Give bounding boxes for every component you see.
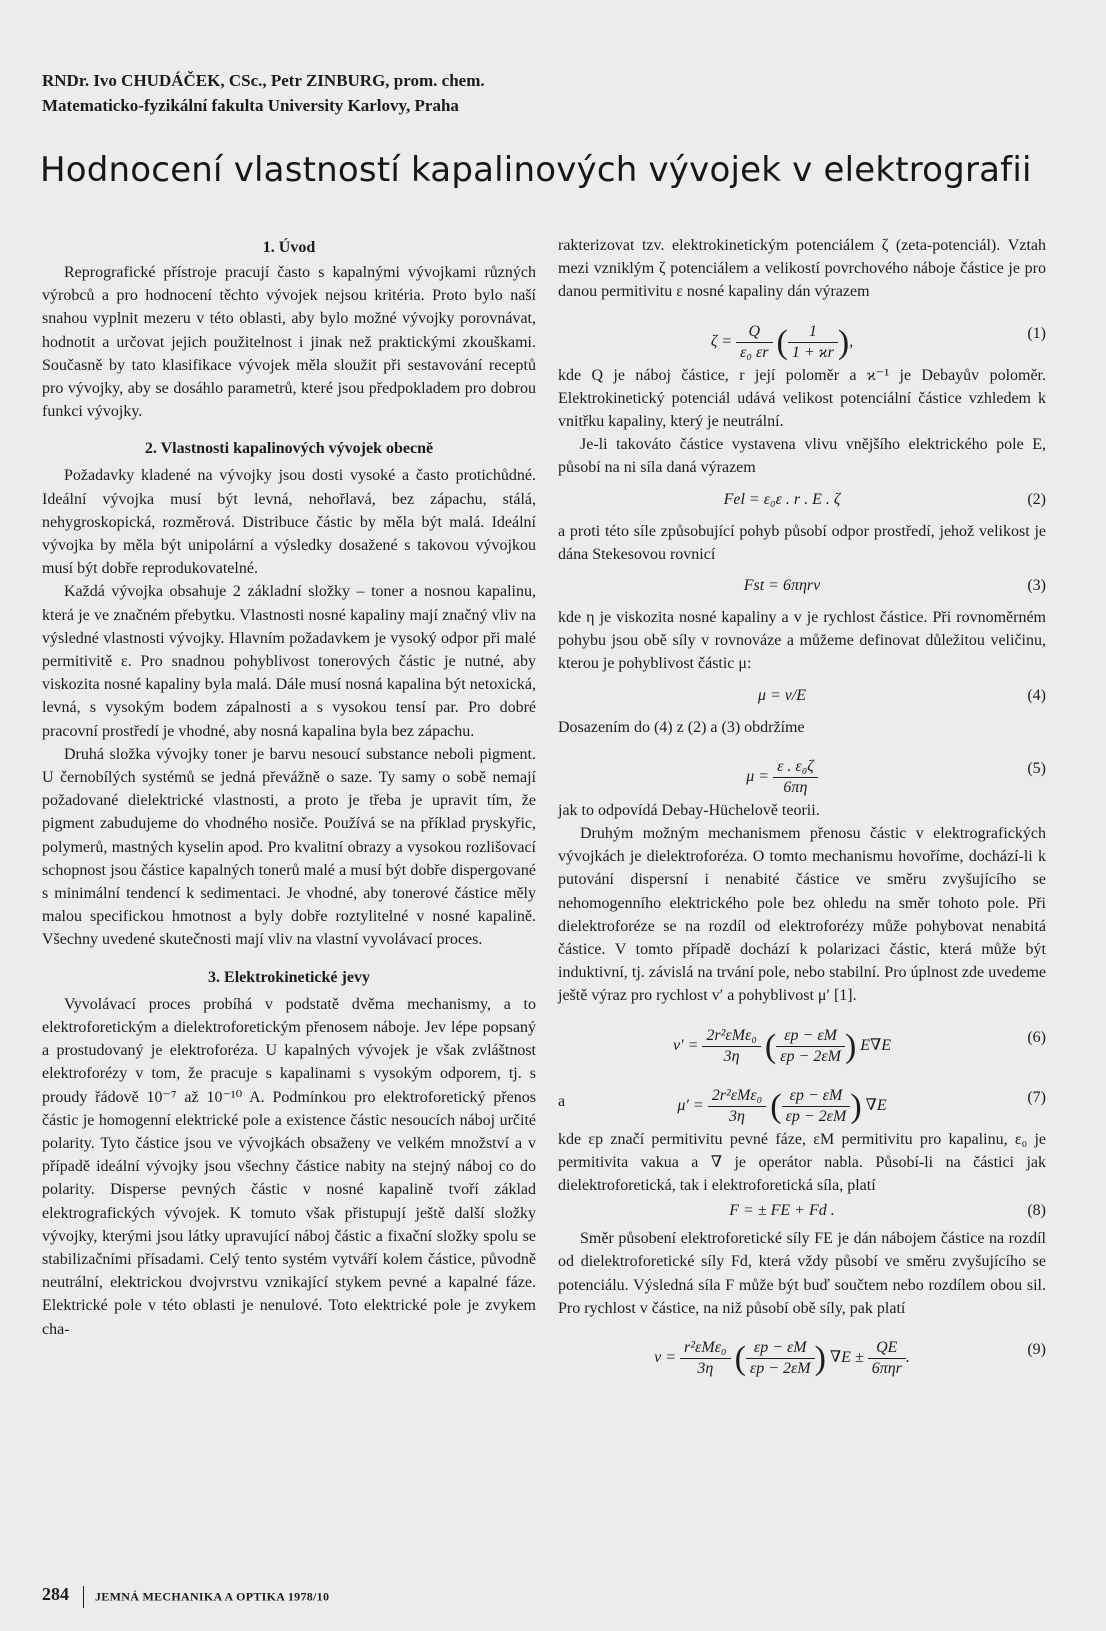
equation-number: (5) (1027, 759, 1046, 777)
paragraph: kde Q je náboj částice, r její poloměr a ϰ⁻¹ je Debayův poloměr. Elektrokinetický potenciál udává velikost potenciální částice vzhledem k vnitřku kapaliny, který je neutrální. (558, 366, 1046, 431)
equation-6: v′ = $\frac{\text{2r²εMε₀}}{3\eta}$ ( $\frac{\varepsilon p - \varepsilon M}{\varepsilon p - 2\varepsilon M}$ ) E∇E (6) (672, 1026, 1046, 1065)
left-column (42, 236, 536, 1341)
page-number: 284 (42, 1584, 69, 1604)
equation-8: F = ± FE + Fd . (8) (558, 1197, 1046, 1227)
paragraph: a proti této síle způsobující pohyb působí odpor prostředí, jehož velikost je dána Stekesovou rovnicí (558, 522, 1046, 563)
equation-number: (8) (1027, 1202, 1046, 1220)
authors-line: RNDr. Ivo CHUDÁČEK, CSc., Petr ZINBURG, prom. chem. (42, 71, 485, 90)
paragraph: rakterizovat tzv. elektrokinetickým potenciálem ζ (zeta-potenciál). Vztah mezi vzniklým ζ potenciálem a velikostí povrchového náboje částice je pro danou permitivitu ε nosné kapaliny dán výrazem (558, 237, 1046, 301)
affiliation-line: Matematicko-fyzikální fakulta University Karlovy, Praha (42, 96, 459, 115)
paragraph: Je-li takováto částice vystavena vlivu vnějšího elektrického pole E, působí na ni síla daná výrazem (558, 436, 1046, 477)
paragraph: kde η je viskozita nosné kapaliny a v je rychlost částice. Při rovnoměrném pohybu jsou obě síly v rovnováze a můžeme definovat důležitou veličinu, kterou je pohyblivost částic μ: (558, 609, 1046, 673)
article-title: Hodnocení vlastností kapalinových vývojek v elektrografii (40, 150, 1032, 190)
paragraph: Každá vývojka obsahuje 2 základní složky – toner a nosnou kapalinu, která je ve značném přebytku. Vlastnosti nosné kapaliny mají značný vliv na výsledné vlastnosti vývojky. Hlavním požadavkem je vysoký odpor při malé permitivitě ε. Pro snadnou pohyblivost tonerových částic je nutné, aby viskozita nosné kapaliny byla malá. Dále musí nosná kapalina být netoxická, levná, s vysokým bodem zápalnosti a s vysokou tensí par. Pro dobré pracovní prostředí je vhodné, aby nosná kapalina byla bez zápachu. (42, 583, 536, 740)
paragraph: Druhým možným mechanismem přenosu částic v elektrografických vývojkách je dielektroforéza. O tomto mechanismu hovoříme, dochází-li k putování dispersní i nenabité částice ve směru zvyšujícího se nehomogenního elektrického pole bez ohledu na směr tohoto pole. Při dielektroforéze se na rozdíl od elektroforézy může pohybovat nenabitá částice. V tomto případě dochází k polarizaci částic, která může být induktivní, tj. závislá na trvání pole, nebo stabilní. Pro úplnost zde uvedeme ještě výraz pro rychlost v′ a pohyblivost μ′ [1]. (558, 825, 1046, 1005)
section-heading-properties: 2. Vlastnosti kapalinových vývojek obecně (144, 440, 434, 458)
equation-number: (4) (1027, 686, 1046, 704)
equation-number: (6) (1027, 1028, 1046, 1046)
journal-name: JEMNÁ MECHANIKA A OPTIKA 1978/10 (95, 1589, 330, 1604)
article-authors (42, 68, 1042, 118)
paragraph: Požadavky kladené na vývojky jsou dosti vysoké a často protichůdné. Ideální vývojka musí být levná, nehořlavá, bez zápachu, stálá, nehygroskopická, rozměrová. Distribuce částic by měla být malá. Ideální vývojka by měla být unipolární a výsledky dosažené s takovou vývojkou musí být dobře reprodukovatelné. (42, 467, 536, 578)
equation-7: a μ′ = $\frac{\text{2r²εMε₀}}{3\eta}$ ( $\frac{\varepsilon p - \varepsilon M}{\varepsilon p - 2\varepsilon M}$ ) ∇E (7) (558, 1086, 1046, 1125)
equation-5: μ = $\frac{\text{ε . ε₀ζ}}{6\pi\eta}$ (5) (746, 757, 1046, 796)
paragraph: Druhá složka vývojky toner je barvu nesoucí substance neboli pigment. U černobílých systémů se jedná převážně o saze. Ty samy o sobě nemají požadované dielektrické vlastnosti, a proto je třeba je upravit tím, že pigment zabudujeme do vhodného nosiče. Používá se na příklad pryskyřic, polymerů, mastných kyselin apod. Pro kvalitní obrazy a vysokou rozlišovací schopnost jsou částice kapalných tonerů malé a musí být dobře dispergované s minimální tendencí k sedimentaci. Je vhodné, aby tonerové částice měly malou specifickou hmotnost a byly dobře roztylitelné v nosné kapalině. Všechny uvedené skutečnosti mají vliv na vlastní vyvolávací proces. (42, 745, 536, 949)
equation-4: μ = v/E (4) (558, 676, 1046, 716)
paragraph: Směr působení elektroforetické síly FE je dán nábojem částice na rozdíl od dielektroforetické síly Fd, která vždy působí ve směru zvyšujícího se potenciálu. Výsledná síla F může být buď součtem nebo rozdílem obou sil. Pro rychlost v částice, na niž působí obě síly, pak platí (558, 1230, 1046, 1317)
paragraph: Dosazením do (4) z (2) a (3) obdržíme (558, 718, 805, 736)
paragraph: jak to odpovídá Debay-Hüchelově teorii. (558, 801, 820, 819)
section-heading-intro: 1. Úvod (262, 239, 316, 256)
equation-number: (1) (1027, 324, 1046, 342)
equation-number: (2) (1027, 490, 1046, 508)
equation-3: Fst = 6πηrv (3) (558, 566, 1046, 606)
equation-9: v = $\frac{\text{r²εMε₀}}{3\eta}$ ( $\frac{\varepsilon p - \varepsilon M}{\varepsilon p - 2\varepsilon M}$ ) ∇E ± $\frac{QE}{\text{6πηr}}$ . (9) (654, 1339, 1046, 1378)
equation-number: (7) (1027, 1088, 1046, 1106)
right-column (558, 234, 1046, 1380)
equation-1: ζ = $\frac{Q}{\text{ε₀ εr}}$ ( $\frac{1}{1 + ϰr}$ ), (1) (710, 322, 1046, 361)
equation-2: Fel = ε₀ε . r . E . ζ (2) (558, 480, 1046, 520)
paragraph: Vyvolávací proces probíhá v podstatě dvěma mechanismy, a to elektroforetickým a dielektroforetickým přenosem náboje. Jev lépe popsaný a prostudovaný je elektroforéza. U kapalných vývojek je však zvláštnost elektroforézy v tom, že pracuje s kapalinami s vysokým odporem, tj. s proudy řádově 10⁻⁷ až 10⁻¹⁰ A. Podmínkou pro elektroforetický přenos částic je homogenní elektrické pole a existence částic nesoucích náboj určité polarity. Tyto částice jsou ve vývojkách obsaženy ve velkém množství a v případě ideální vývojky jsou všechny částice nabity na stejný náboj co do polarity. Disperse pevných částic v nosné kapalině tvoří základ elektrografických vývojek. K tomuto však přistupují ještě další složky vývojky, kterými jsou látky upravující náboj částic a fixační složky spolu se stabilizačními přísadami. Celý tento systém vytváří kolem částice, původně neutrální, elektrickou dvojvrstvu vznikající stykem pevné a kapalné fáze. Elektrické pole v této oblasti je nenulové. Toto elektrické pole je zvykem cha- (42, 995, 536, 1338)
equation-number: (3) (1027, 577, 1046, 595)
paragraph: Reprografické přístroje pracují často s kapalnými vývojkami různých výrobců a pro hodnocení těchto vývojek nejsou kritéria. Proto bylo naší snahou vyplnit mezeru v této oblasti, aby bylo možné vývojky porovnávat, hodnotit a určovat jejich použitelnost i jinak než praktickými zkouškami. Současně by tato klasifikace vývojek měla sloužit při sestavování receptů pro vývojky, aby se dosáhlo parametrů, které jsou předpokladem pro dobrou funkci vývojky. (42, 264, 536, 421)
paragraph: kde εp značí permitivitu pevné fáze, εM permitivitu pro kapalinu, ε₀ je permitivita vakua a ∇ je operátor nabla. Působí-li na částici jak dielektroforetická, tak i elektroforetická síla, platí (558, 1130, 1046, 1195)
conjunction: a (558, 1092, 566, 1110)
equation-number: (9) (1027, 1341, 1046, 1359)
footer-divider (83, 1586, 84, 1608)
page-footer (42, 1584, 329, 1608)
section-heading-electrokinetic: 3. Elektrokinetické jevy (208, 968, 370, 986)
